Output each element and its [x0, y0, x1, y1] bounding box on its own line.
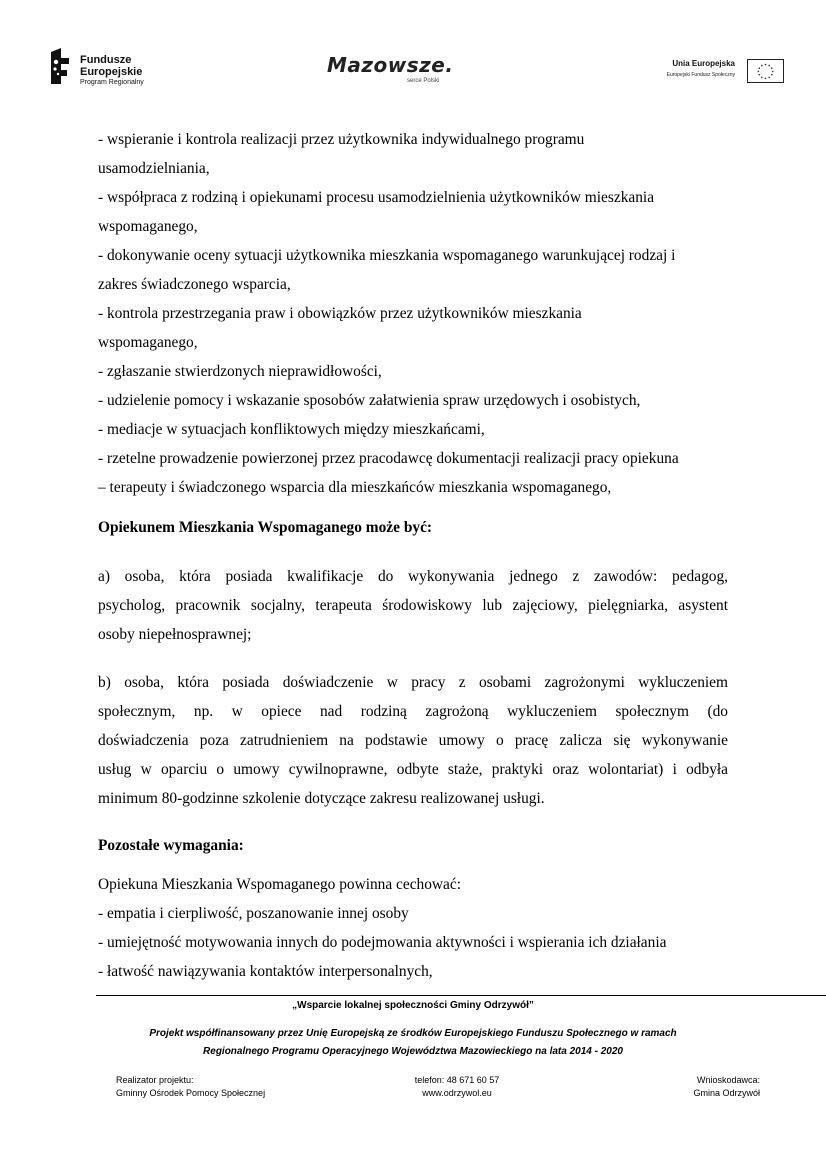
body-line: - dokonywanie oceny sytuacji użytkownika mieszkania wspomaganego warunkującej rodzaj i — [98, 247, 676, 264]
body-line: - udzielenie pomocy i wskazanie sposobów załatwienia spraw urzędowych i osobistych, — [98, 392, 641, 409]
paragraph-a-line: osoby niepełnosprawnej; — [98, 626, 252, 643]
footer-cofinancing-line2: Regionalnego Programu Operacyjnego Województwa Mazowieckiego na lata 2014 - 2020 — [203, 1046, 623, 1057]
footer-realizator-label: Realizator projektu: — [116, 1075, 194, 1085]
paragraph-b-line: usług w oparciu o umowy cywilnoprawne, odbyte staże, praktyki oraz wolontariat) i odbyła — [98, 761, 728, 778]
mazowsze-logo-word: Mazowsze. — [327, 53, 454, 77]
footer-divider — [96, 995, 826, 996]
body-line: - kontrola przestrzegania praw i obowiązków przez użytkowników mieszkania — [98, 305, 582, 322]
fe-logo-line2: Europejskie — [80, 66, 143, 78]
fundusze-europejskie-icon — [49, 48, 71, 84]
closing-line: - umiejętność motywowania innych do podejmowania aktywności i wspierania ich działania — [98, 934, 667, 951]
body-line: - współpraca z rodziną i opiekunami procesu usamodzielnienia użytkowników mieszkania — [98, 189, 655, 206]
closing-line: - łatwość nawiązywania kontaktów interpersonalnych, — [98, 963, 433, 980]
footer-cofinancing-line1: Projekt współfinansowany przez Unię Europejską ze środków Europejskiego Funduszu Społecznego w ramach — [149, 1028, 677, 1039]
section-heading — [98, 513, 728, 542]
paragraph-b-line: b) osoba, która posiada doświadczenie w pracy z osobami zagrożonymi wykluczeniem — [98, 674, 728, 691]
body-line: zakres świadczonego wsparcia, — [98, 276, 291, 293]
document-body — [98, 125, 728, 986]
body-line: usamodzielniania, — [98, 160, 210, 177]
footer-website: www.odrzywol.eu — [422, 1088, 492, 1098]
body-line: - wspieranie i kontrola realizacji przez użytkownika indywidualnego programu — [98, 131, 585, 148]
footer-wnioskodawca-label: Wnioskodawca: — [696, 1075, 760, 1085]
body-line: wspomaganego, — [98, 334, 198, 351]
eu-flag-icon — [747, 59, 784, 83]
heading-opiekunem: Opiekunem Mieszkania Wspomaganego może być: — [98, 519, 433, 536]
ue-logo-line1: Unia Europejska — [672, 59, 735, 68]
footer-phone: telefon: 48 671 60 57 — [414, 1075, 500, 1085]
paragraph-b-line: społecznym, np. w opiece nad rodziną zagrożoną wykluczeniem społecznym (do — [98, 703, 728, 720]
unia-europejska-logo — [660, 59, 784, 87]
footer-realizator — [116, 1074, 265, 1100]
closing-line: Opiekuna Mieszkania Wspomaganego powinna cechować: — [98, 876, 461, 893]
paragraph-a-line: psycholog, pracownik socjalny, terapeuta środowiskowy lub zajęciowy, pielęgniarka, asystent — [98, 597, 728, 614]
paragraph-b-line: minimum 80-godzinne szkolenie dotyczące zakresu realizowanej usługi. — [98, 790, 545, 807]
section-heading — [98, 831, 728, 860]
body-line: - mediacje w sytuacjach konfliktowych między mieszkańcami, — [98, 421, 485, 438]
mazowsze-logo-tagline: serce Polski — [407, 78, 440, 84]
body-line: – terapeuty i świadczonego wsparcia dla mieszkańców mieszkania wspomaganego, — [98, 479, 612, 496]
heading-pozostale: Pozostałe wymagania: — [98, 837, 244, 854]
footer-realizator-value: Gminny Ośrodek Pomocy Społecznej — [116, 1088, 266, 1098]
fe-logo-line1: Fundusze — [80, 54, 132, 66]
ue-logo-line2: Europejski Fundusz Społeczny — [666, 72, 735, 78]
footer-wnioskodawca-value: Gmina Odrzywół — [693, 1088, 760, 1098]
footer-contact — [357, 1074, 557, 1100]
footer-wnioskodawca — [640, 1074, 760, 1100]
body-line: - zgłaszanie stwierdzonych nieprawidłowości, — [98, 363, 382, 380]
paragraph-a-line: a) osoba, która posiada kwalifikacje do wykonywania jednego z zawodów: pedagog, — [98, 568, 728, 585]
paragraph-b-line: doświadczenia poza zatrudnieniem na podstawie umowy o pracę zalicza się wykonywanie — [98, 732, 728, 749]
closing-line: - empatia i cierpliwość, poszanowanie innej osoby — [98, 905, 409, 922]
body-line: - rzetelne prowadzenie powierzonej przez pracodawcę dokumentacji realizacji pracy opiekuna — [98, 450, 679, 467]
fundusze-europejskie-logo — [49, 48, 169, 90]
mazowsze-logo — [327, 53, 457, 89]
footer-project-title: „Wsparcie lokalnej społeczności Gminy Odrzywół” — [292, 1000, 534, 1011]
body-line: wspomaganego, — [98, 218, 198, 235]
fe-logo-line3: Program Regionalny — [80, 79, 144, 86]
